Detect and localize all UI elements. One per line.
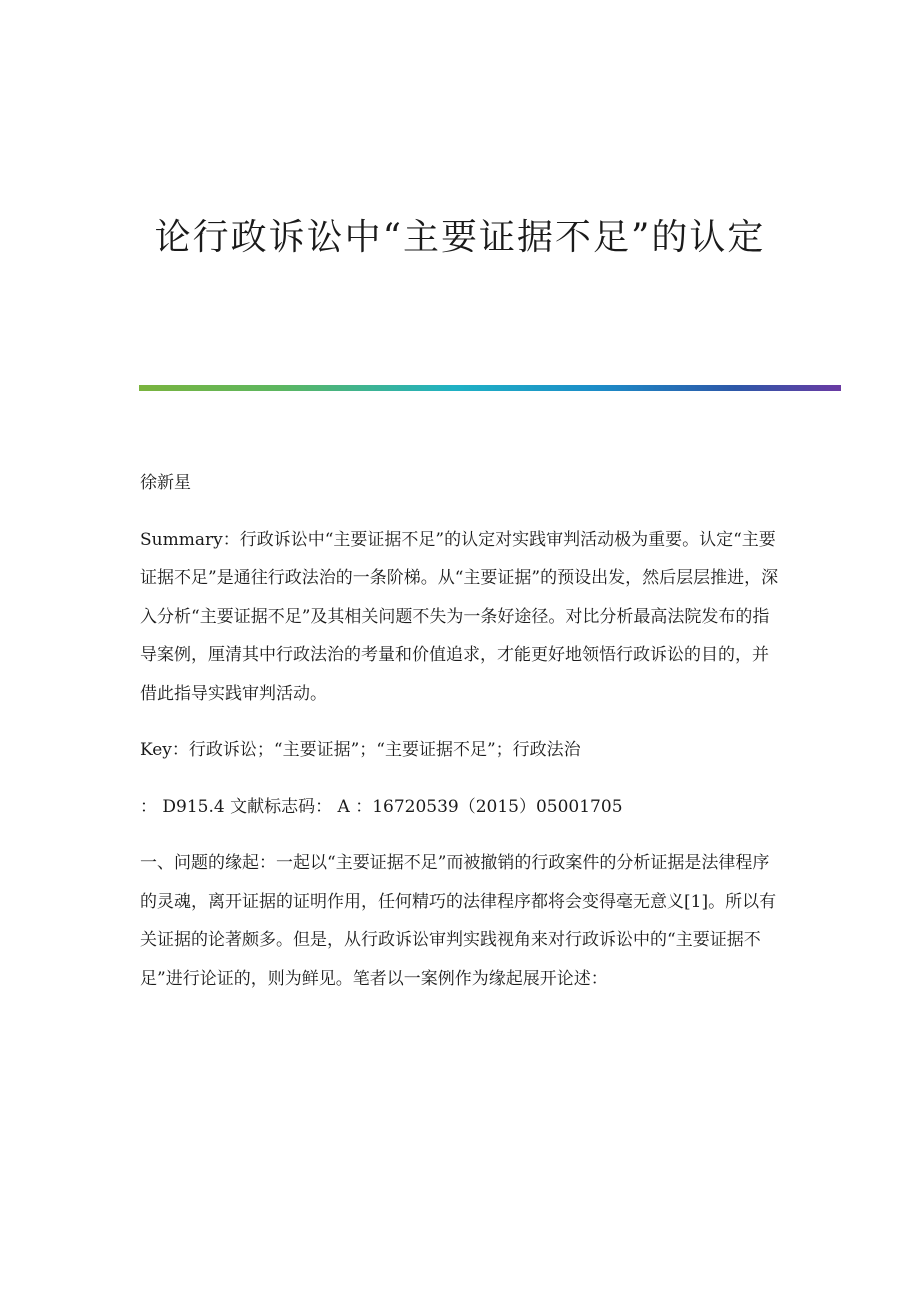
document-body — [140, 464, 780, 1016]
section-one-paragraph: 一、问题的缘起：一起以“主要证据不足”而被撤销的行政案件的分析证据是法律程序的灵魂，离开证据的证明作用，任何精巧的法律程序都将会变得毫无意义[1]。所以有关证据的论著颇多。但是，从行政诉讼审判实践视角来对行政诉讼中的“主要证据不足”进行论证的，则为鲜见。笔者以一案例作为缘起展开论述： — [140, 853, 777, 989]
summary-paragraph: Summary：行政诉讼中“主要证据不足”的认定对实践审判活动极为重要。认定“主要证据不足”是通往行政法治的一条阶梯。从“主要证据”的预设出发，然后层层推进，深入分析“主要证据不足”及其相关问题不失为一条好途径。对比分析最高法院发布的指导案例，厘清其中行政法治的考量和价值追求，才能更好地领悟行政诉讼的目的，并借此指导实践审判活动。 — [140, 529, 779, 704]
keywords-line: Key：行政诉讼；“主要证据”；“主要证据不足”；行政法治 — [140, 740, 581, 760]
author-name: 徐新星 — [140, 473, 191, 493]
classification-line: ： D915.4 文献标志码： A ：16720539（2015）05001705 — [140, 796, 623, 817]
document-title: 论行政诉讼中“主要证据不足”的认定 — [154, 217, 766, 258]
gradient-divider — [139, 385, 841, 391]
